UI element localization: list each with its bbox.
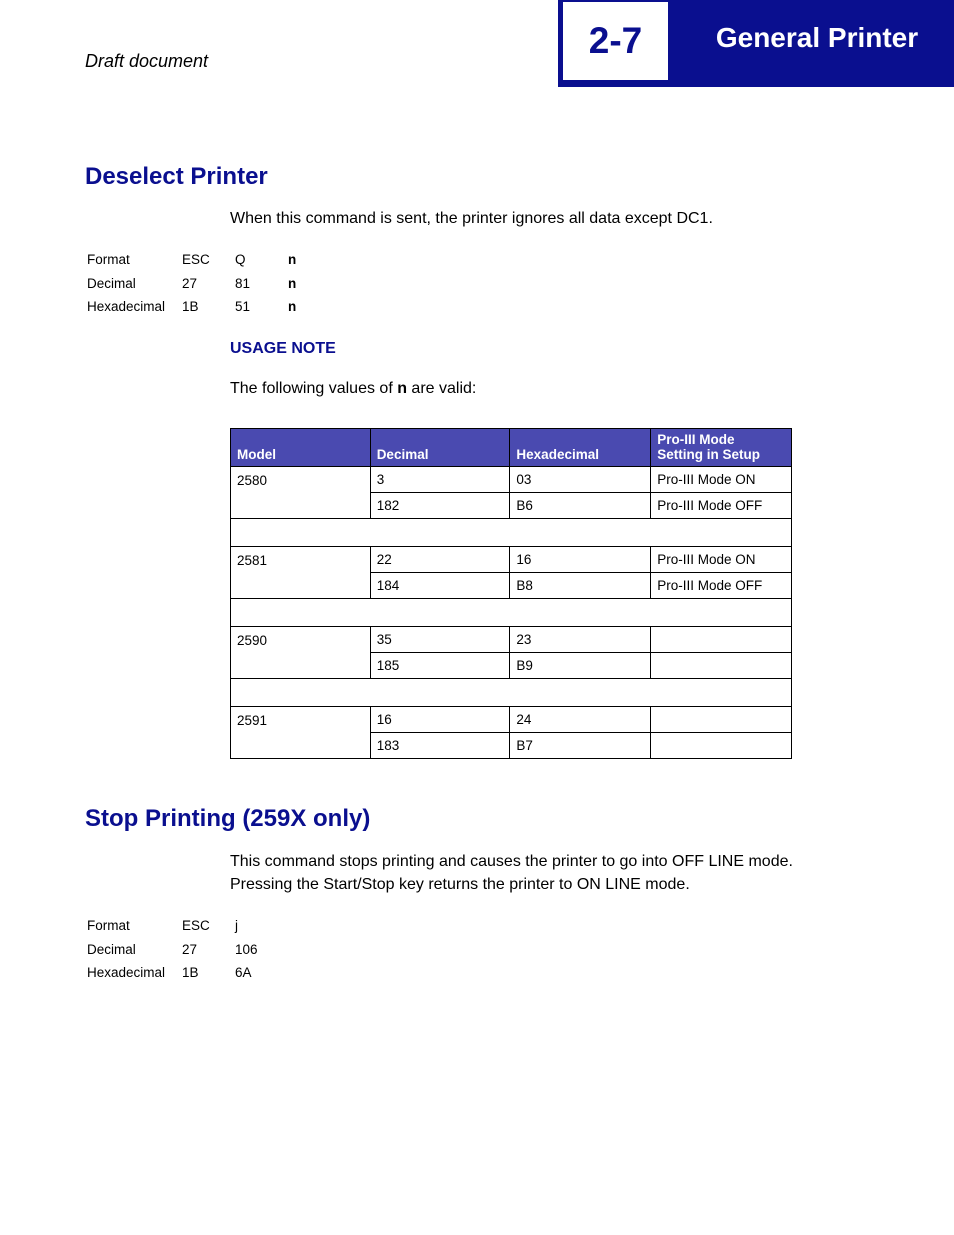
draft-label: Draft document	[85, 51, 209, 71]
chapter-title: General Printer	[715, 22, 919, 53]
format-label: Format	[87, 252, 130, 267]
valid-text-post: are valid:	[406, 380, 477, 397]
format-label: Decimal	[87, 941, 136, 957]
setting-cell	[651, 733, 792, 759]
header-decimal: Decimal	[370, 429, 510, 467]
setting-cell: Pro-III Mode OFF	[651, 573, 792, 599]
valid-text-pre: The following values of	[230, 380, 398, 397]
setting-cell	[651, 627, 792, 653]
spacer-cell	[231, 519, 792, 547]
decimal-cell: 35	[370, 627, 510, 653]
format-code: 81	[235, 275, 251, 291]
header-hexadecimal: Hexadecimal	[510, 429, 651, 467]
spacer-row	[231, 599, 792, 627]
format-param: n	[288, 299, 297, 314]
usage-note-heading: USAGE NOTE	[230, 340, 336, 357]
stop-description-line1: This command stops printing and causes the printer to go into OFF LINE mode.	[230, 853, 793, 870]
decimal-cell: 184	[370, 573, 510, 599]
format-code: 27	[182, 941, 198, 957]
valid-values-text	[230, 377, 476, 400]
table-header-row	[231, 429, 792, 467]
spacer-row	[231, 519, 792, 547]
decimal-cell: 3	[370, 467, 510, 493]
chapter-number: 2-7	[563, 2, 668, 80]
format-label: Decimal	[87, 275, 136, 291]
format-label: Hexadecimal	[87, 299, 166, 314]
setting-cell: Pro-III Mode OFF	[651, 493, 792, 519]
hex-cell: B6	[510, 493, 651, 519]
hex-cell: B9	[510, 653, 651, 679]
header-pro3-line2: Setting in Setup	[657, 447, 761, 462]
header-pro3-line1: Pro-III Mode	[657, 432, 735, 447]
format-code: ESC	[182, 252, 210, 267]
hex-cell: B8	[510, 573, 651, 599]
model-cell: 2581	[231, 547, 371, 599]
format-code: 6A	[235, 965, 252, 980]
table-row	[231, 547, 792, 573]
table-row	[231, 707, 792, 733]
model-cell: 2580	[231, 467, 371, 519]
valid-text-param: n	[397, 380, 407, 397]
format-code: ESC	[182, 918, 210, 933]
model-cell: 2591	[231, 707, 371, 759]
hex-cell: 23	[510, 627, 651, 653]
hex-cell: 16	[510, 547, 651, 573]
decimal-cell: 182	[370, 493, 510, 519]
setting-cell: Pro-III Mode ON	[651, 467, 792, 493]
format-code: 1B	[182, 299, 199, 314]
stop-description	[230, 850, 793, 896]
decimal-cell: 185	[370, 653, 510, 679]
deselect-printer-heading: Deselect Printer	[85, 163, 268, 190]
stop-description-line2: Pressing the Start/Stop key returns the printer to ON LINE mode.	[230, 876, 690, 893]
format-param: n	[288, 252, 297, 267]
table-row	[231, 467, 792, 493]
hex-cell: 24	[510, 707, 651, 733]
table-row	[231, 627, 792, 653]
format-code: 27	[182, 275, 198, 291]
hex-cell: 03	[510, 467, 651, 493]
model-cell: 2590	[231, 627, 371, 679]
format-code: 106	[235, 941, 258, 957]
header-model: Model	[231, 429, 371, 467]
setting-cell	[651, 707, 792, 733]
setting-cell: Pro-III Mode ON	[651, 547, 792, 573]
spacer-cell	[231, 679, 792, 707]
header-pro3-mode	[651, 429, 792, 467]
format-label: Format	[87, 918, 130, 933]
format-param: n	[288, 275, 297, 291]
format-code: 51	[235, 299, 251, 314]
decimal-cell: 16	[370, 707, 510, 733]
hex-cell: B7	[510, 733, 651, 759]
format-code: 1B	[182, 965, 199, 980]
format-code: j	[235, 918, 238, 933]
setting-cell	[651, 653, 792, 679]
format-code: Q	[235, 252, 246, 267]
decimal-cell: 22	[370, 547, 510, 573]
format-label: Hexadecimal	[87, 965, 166, 980]
spacer-cell	[231, 599, 792, 627]
stop-printing-heading: Stop Printing (259X only)	[85, 805, 371, 832]
spacer-row	[231, 679, 792, 707]
valid-values-table	[230, 428, 792, 759]
deselect-description: When this command is sent, the printer ignores all data except DC1.	[230, 210, 713, 227]
decimal-cell: 183	[370, 733, 510, 759]
